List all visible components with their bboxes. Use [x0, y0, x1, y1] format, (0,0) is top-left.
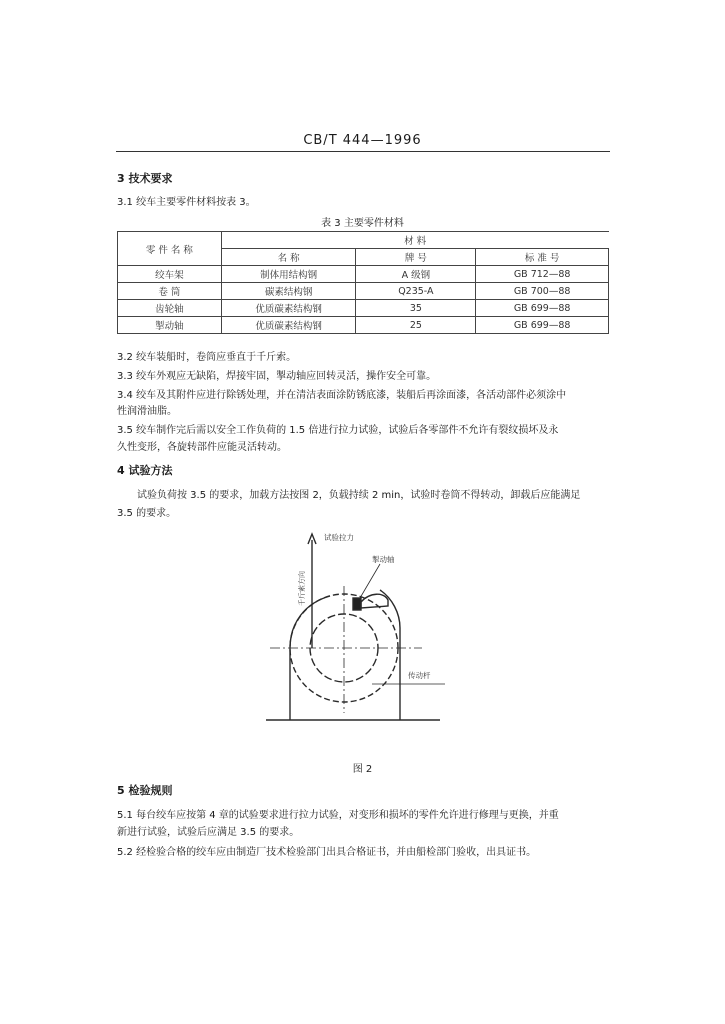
cell-grade: A 级钢	[356, 266, 476, 283]
pawl-icon	[353, 598, 361, 610]
cell-standard: GB 699—88	[476, 300, 609, 317]
cell-part: 齿轮轴	[118, 300, 222, 317]
pawl-housing	[361, 594, 388, 608]
label-load: 试验拉力	[324, 533, 354, 542]
cell-grade: Q235-A	[356, 283, 476, 300]
section-3-title: 3 技术要求	[117, 172, 173, 185]
materials-table	[117, 231, 609, 334]
table-row	[118, 266, 609, 283]
para-3-4-line2: 性润滑油脂。	[117, 406, 177, 417]
subheader-standard: 标 准 号	[476, 249, 609, 266]
cell-part: 绞车架	[118, 266, 222, 283]
frame-left	[290, 596, 330, 720]
header-rule	[116, 151, 610, 152]
para-5-1-line2: 新进行试验，试验后应满足 3.5 的要求。	[117, 827, 300, 838]
label-pawl: 掣动轴	[372, 555, 395, 564]
cell-name: 优质碳素结构钢	[221, 317, 356, 334]
para-4-line2: 3.5 的要求。	[117, 508, 177, 519]
doc-header: CB/T 444—1996	[303, 133, 422, 148]
winch-test-figure	[260, 528, 450, 730]
cell-name: 优质碳素结构钢	[221, 300, 356, 317]
cell-standard: GB 699—88	[476, 317, 609, 334]
label-vertical: 千斤索方向	[298, 571, 306, 606]
para-3-3: 3.3 绞车外观应无缺陷，焊接牢固，掣动轴应回转灵活，操作安全可靠。	[117, 371, 437, 382]
para-3-2: 3.2 绞车装船时，卷筒应垂直于千斤索。	[117, 352, 297, 363]
para-3-5-line1: 3.5 绞车制作完后需以安全工作负荷的 1.5 倍进行拉力试验，试验后各零部件不允许有裂纹损坏及永	[117, 425, 559, 436]
figure-caption: 图 2	[352, 764, 373, 775]
col-header-part: 零 件 名 称	[118, 232, 222, 266]
cell-grade: 35	[356, 300, 476, 317]
para-3-4-line1: 3.4 绞车及其附件应进行除锈处理，并在清洁表面涂防锈底漆，装船后再涂面漆，各活动部件必须涂中	[117, 390, 567, 401]
label-lever: 传动杆	[408, 671, 431, 680]
cell-name: 碳素结构钢	[221, 283, 356, 300]
section-5-title: 5 检验规则	[117, 784, 173, 797]
table-row	[118, 300, 609, 317]
pawl-leader	[360, 564, 380, 598]
cell-part: 卷 筒	[118, 283, 222, 300]
subheader-name: 名 称	[221, 249, 356, 266]
para-4-line1: 试验负荷按 3.5 的要求，加载方法按图 2，负载持续 2 min，试验时卷筒不得转动，卸载后应能满足	[137, 490, 581, 501]
cell-part: 掣动轴	[118, 317, 222, 334]
table-caption: 表 3 主要零件材料	[321, 218, 404, 229]
table-row	[118, 317, 609, 334]
para-3-1: 3.1 绞车主要零件材料按表 3。	[117, 197, 256, 208]
para-3-5-line2: 久性变形，各旋转部件应能灵活转动。	[117, 442, 287, 453]
para-5-2: 5.2 经检验合格的绞车应由制造厂技术检验部门出具合格证书，并由船检部门验收，出具证书。	[117, 847, 537, 858]
section-4-title: 4 试验方法	[117, 464, 173, 477]
frame-right	[380, 590, 400, 720]
cell-grade: 25	[356, 317, 476, 334]
table-row	[118, 283, 609, 300]
cell-standard: GB 700—88	[476, 283, 609, 300]
col-header-material: 材 料	[221, 232, 608, 249]
subheader-grade: 牌 号	[356, 249, 476, 266]
cell-standard: GB 712—88	[476, 266, 609, 283]
para-5-1-line1: 5.1 每台绞车应按第 4 章的试验要求进行拉力试验，对变形和损坏的零件允许进行修理与更换，并重	[117, 810, 559, 821]
cell-name: 制体用结构钢	[221, 266, 356, 283]
